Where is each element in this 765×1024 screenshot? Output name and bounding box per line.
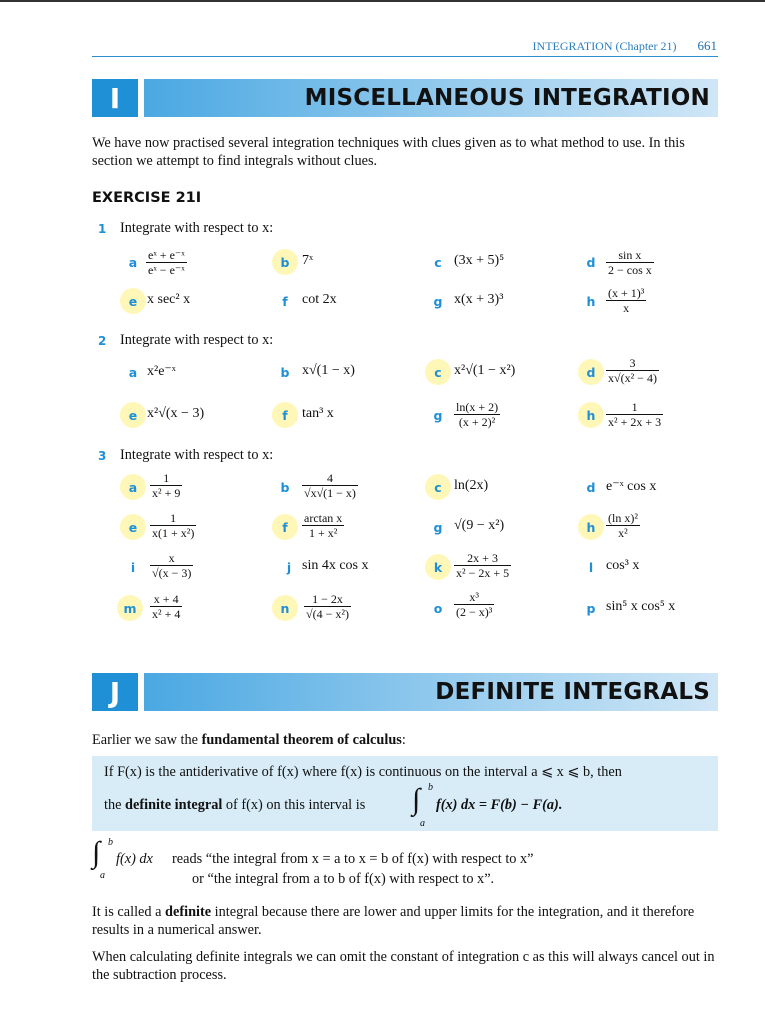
q3-f: $\frac{\text{arctan x}}{\text{1 + x²}}$ [304,511,343,540]
q3-c: ln(2x) [454,478,489,493]
q3-m: $\frac{x + 4}{\text{x² + 4}}$ [152,592,181,621]
q2-g: $\frac{\ln(x + 2)}{\text{(x + 2)²}}$ [456,400,499,429]
q3-d: e⁻ˣ cos x [606,479,657,494]
theorem-upper-limit: b [428,782,433,793]
section-i-letter: I [92,79,138,117]
question-1-number: 1 [98,222,107,236]
q3-e: $\frac{1}{\text{x(1 + x²)}}$ [152,511,195,540]
q2-f: tan³ x [302,406,334,421]
q3-k: $\frac{2x + 3}{\text{x² − 2x + 5}}$ [456,551,510,580]
section-j-letter: J [92,673,138,711]
theorem-line-1: If F(x) is the antiderivative of f(x) where f(x) is continuous on the interval a ⩽ x ⩽ b, then [104,764,622,780]
q3-label-o: o [433,601,443,616]
section-j-header [92,673,718,711]
q3-l: cos³ x [606,558,640,573]
q2-a: x²e⁻ˣ [147,364,176,379]
q3-label-e: e [128,520,138,535]
reads-upper-limit: b [108,837,113,848]
q2-label-a: a [128,365,138,380]
q1-label-d: d [586,255,596,270]
reads-integral-sign: ∫ [92,836,101,869]
q3-label-f: f [282,520,288,535]
q2-e: x²√(x − 3) [147,406,205,421]
question-1-text: Integrate with respect to x: [120,220,274,236]
running-head [533,38,717,54]
q1-label-c: c [434,255,442,270]
q3-o: $\frac{\text{x³}}{\text{(2 − x)³}}$ [456,590,493,619]
q1-label-g: g [433,294,443,309]
q3-label-a: a [128,480,138,495]
reads-line-1: reads “the integral from x = a to x = b of f(x) with respect to x” [172,851,534,867]
section-j-title: DEFINITE INTEGRALS [144,673,718,711]
q1-label-a: a [128,255,138,270]
top-border [0,0,765,2]
q3-b: $\frac{4}{√x√(1 - x)}$ [304,471,356,500]
q1-label-h: h [586,294,596,309]
question-3-text: Integrate with respect to x: [120,447,274,463]
earlier-paragraph: Earlier we saw the fundamental theorem of calculus: [92,732,406,748]
q2-d: $\frac{3}{\text{x√(x² − 4)}}$ [608,356,657,385]
reads-line-2: or “the integral from a to b of f(x) with respect to x”. [192,871,495,887]
q2-label-h: h [586,408,596,423]
q3-p: sin⁵ x cos⁵ x [606,599,676,614]
running-head-rule [92,56,718,57]
q1-label-f: f [282,294,288,309]
section-i-title: MISCELLANEOUS INTEGRATION [144,79,718,117]
q2-h: $\frac{1}{\text{x² + 2x + 3}}$ [608,400,662,429]
reads-expression: f(x) dx [116,851,153,867]
q2-label-d: d [586,365,596,380]
question-3-number: 3 [98,449,107,463]
section-i-header [92,79,718,117]
q3-label-b: b [280,480,290,495]
q2-label-b: b [280,365,290,380]
theorem-formula: f(x) dx = F(b) − F(a). [436,797,563,813]
q1-c: (3x + 5)⁵ [454,253,505,268]
q1-d: $\frac{\text{sin x}}{\text{2 − cos x}}$ [608,248,652,277]
q1-h: $\frac{\text{(x + 1)³}}{x}$ [608,286,645,315]
intro-paragraph: We have now practised several integration techniques with clues given as to what method to use. In this section we attempt to find integrals without clues. [92,135,685,169]
q2-label-g: g [433,408,443,423]
q1-f: cot 2x [302,292,337,307]
q1-b: 7ˣ [302,253,314,268]
running-head-text: INTEGRATION (Chapter 21) [532,39,677,53]
q2-c: x²√(1 − x²) [454,363,516,378]
q3-j: sin 4x cos x [302,558,369,573]
q3-label-l: l [588,560,594,575]
q3-i: $\frac{x}{√(x - 3)}$ [152,551,192,580]
question-2-text: Integrate with respect to x: [120,332,274,348]
q3-n: $\frac{1 - 2x}{\text{√(4 − x²)}}$ [306,592,349,621]
q3-g: √(9 − x²) [454,518,505,533]
q1-label-b: b [280,255,290,270]
question-2-number: 2 [98,334,107,348]
q3-label-h: h [586,520,596,535]
exercise-title: EXERCISE 21I [92,190,202,206]
q2-label-e: e [128,408,138,423]
q2-label-c: c [434,365,442,380]
q3-h: $\frac{\text{(ln x)²}}{\text{x²}}$ [608,511,638,540]
q1-e: x sec² x [147,292,191,307]
q2-label-f: f [282,408,288,423]
q3-label-i: i [130,560,136,575]
q3-label-g: g [433,520,443,535]
q3-label-d: d [586,480,596,495]
q1-g: x(x + 3)³ [454,292,504,307]
q2-b: x√(1 − x) [302,363,355,378]
theorem-line-2: the definite integral of f(x) on this interval is [104,797,366,813]
q3-a: $\frac{1}{\text{x² + 9}}$ [152,471,181,500]
q3-label-p: p [586,601,596,616]
q1-a: $\frac{\text{eˣ + e⁻ˣ}}{\text{eˣ − e⁻ˣ}}$ [148,248,185,277]
theorem-integral-sign: ∫ [412,783,421,816]
q1-label-e: e [128,294,138,309]
q3-label-j: j [286,560,292,575]
omit-paragraph: When calculating definite integrals we can omit the constant of integration c as this will always cancel out in the subtraction process. [92,949,715,983]
definite-paragraph: It is called a definite integral because there are lower and upper limits for the integration, and it therefore results in a numerical answer. [92,904,695,938]
q3-label-c: c [434,480,442,495]
reads-lower-limit: a [100,870,105,881]
theorem-lower-limit: a [420,818,425,829]
page-number: 661 [697,38,717,53]
q3-label-m: m [123,601,137,616]
q3-label-n: n [280,601,290,616]
q3-label-k: k [433,560,443,575]
